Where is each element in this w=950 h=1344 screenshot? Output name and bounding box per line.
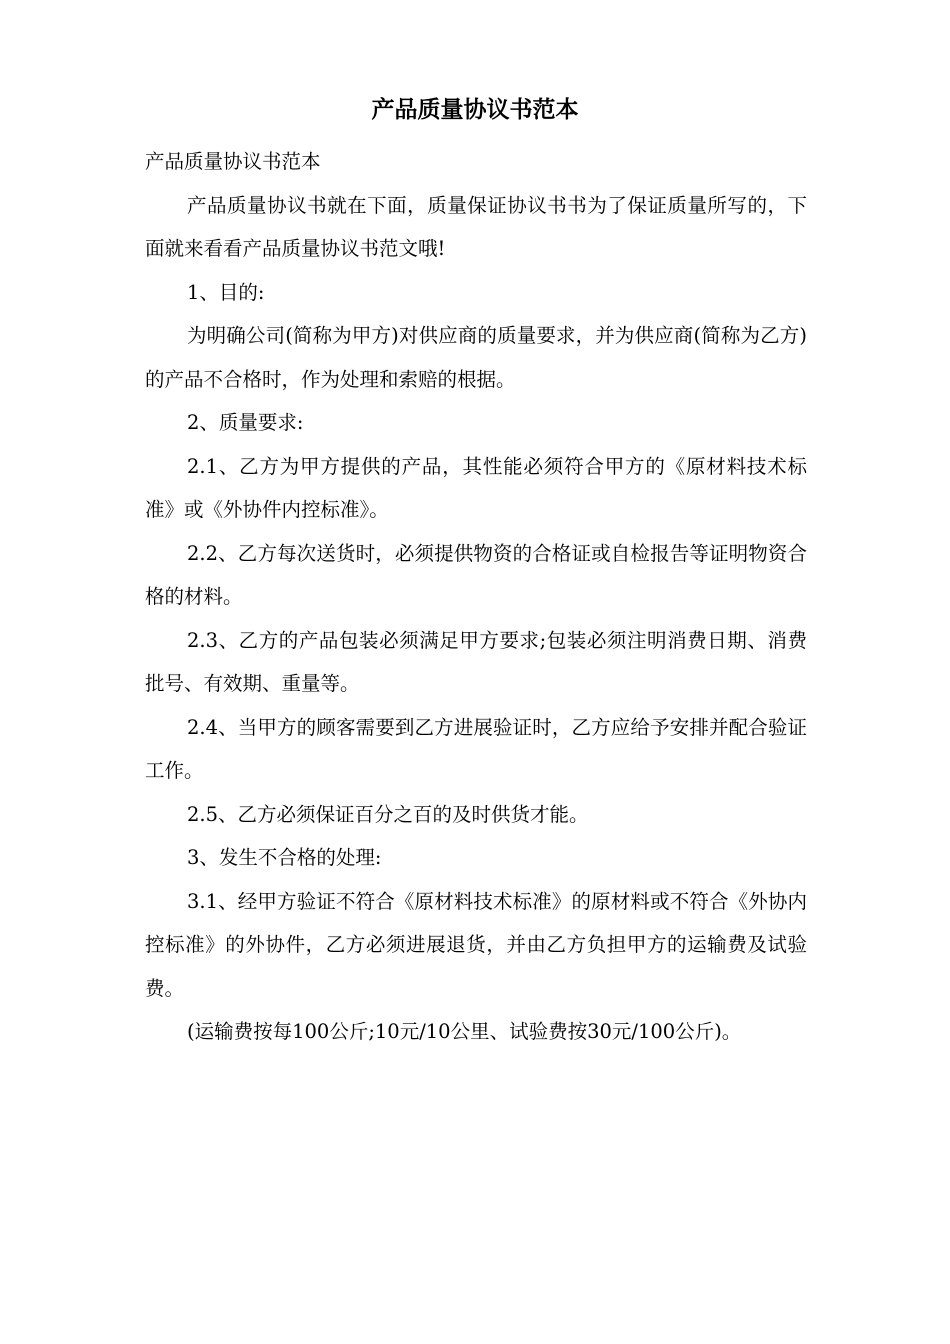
clause-2-2: 2.2、乙方每次送货时，必须提供物资的合格证或自检报告等证明物资合格的材料。 xyxy=(145,541,807,608)
section-heading-nonconformity: 3、发生不合格的处理: xyxy=(187,846,382,869)
clause-3-1: 3.1、经甲方验证不符合《原材料技术标准》的原材料或不符合《外协内控标准》的外协件，乙方必须进展退货，并由乙方负担甲方的运输费及试验费。 xyxy=(145,889,807,1000)
clause-2-1: 2.1、乙方为甲方提供的产品，其性能必须符合甲方的《原材料技术标准》或《外协件内控标准》。 xyxy=(145,454,807,521)
clause-2-4: 2.4、当甲方的顾客需要到乙方进展验证时，乙方应给予安排并配合验证工作。 xyxy=(145,715,807,782)
document-body xyxy=(145,140,807,1054)
fee-note-paragraph: (运输费按每100公斤;10元/10公里、试验费按30元/100公斤)。 xyxy=(187,1020,742,1043)
clause-2-5: 2.5、乙方必须保证百分之百的及时供货才能。 xyxy=(187,802,589,826)
section-heading-quality: 2、质量要求: xyxy=(187,411,304,434)
document-title: 产品质量协议书范本 xyxy=(371,96,579,123)
intro-paragraph: 产品质量协议书就在下面，质量保证协议书书为了保证质量所写的，下面就来看看产品质量协议书范文哦! xyxy=(145,193,807,260)
subtitle-paragraph: 产品质量协议书范本 xyxy=(145,150,321,173)
section-heading-purpose: 1、目的: xyxy=(187,280,265,304)
clause-2-3: 2.3、乙方的产品包装必须满足甲方要求;包装必须注明消费日期、消费批号、有效期、重量等。 xyxy=(145,628,807,695)
purpose-paragraph: 为明确公司(简称为甲方)对供应商的质量要求，并为供应商(简称为乙方)的产品不合格时，作为处理和索赔的根据。 xyxy=(145,324,807,391)
